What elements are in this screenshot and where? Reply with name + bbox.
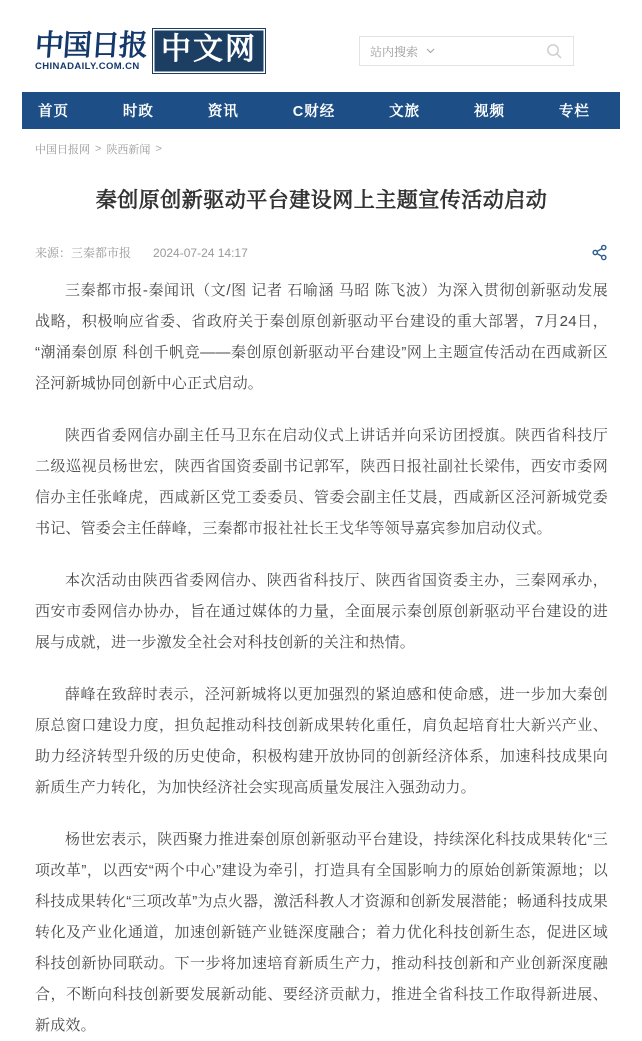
breadcrumb: [35, 141, 607, 157]
nav-item-culture-travel[interactable]: 文旅: [389, 104, 421, 120]
chevron-down-icon[interactable]: [426, 48, 435, 54]
logo-masthead-block: [35, 30, 147, 72]
site-search[interactable]: [359, 36, 574, 66]
nav-item-column[interactable]: 专栏: [558, 104, 590, 120]
article-meta: [35, 244, 608, 261]
article-paragraph: 薛峰在致辞时表示，泾河新城将以更加强烈的紧迫感和使命感，进一步加大秦创原总窗口建设力度，担负起推动科技创新成果转化重任，肩负起培育壮大新兴产业、助力经济转型升级的历史使命，积极构建开放协同的创新经济体系，加速科技成果向新质生产力转化，为加快经济社会实现高质量发展注入强劲动力。: [35, 686, 608, 796]
source-label: 来源：: [35, 246, 72, 260]
nav-item-news[interactable]: 资讯: [207, 104, 239, 120]
source-value: 三秦都市报: [71, 246, 132, 260]
logo-masthead-text: 中国日报: [33, 28, 149, 62]
nav-item-home[interactable]: 首页: [38, 104, 69, 120]
breadcrumb-item-shaanxi-news[interactable]: 陕西新闻: [106, 144, 151, 156]
article-paragraph: 杨世宏表示，陕西聚力推进秦创原创新驱动平台建设，持续深化科技成果转化“三项改革”，以西安“两个中心”建设为牵引，打造具有全国影响力的原始创新策源地；以科技成果转化“三项改革”为点火器，激活科教人才资源和创新发展潜能；畅通科技成果转化及产业化通道，加速创新链产业链深度融合；着力优化科技创新生态，促进区域科技创新协同联动。下一步将加速培育新质生产力，推动科技创新和产业创新深度融合，不断向科技创新要发展新动能、要经济贡献力，推进全省科技工作取得新进展、新成效。: [35, 831, 608, 1034]
breadcrumb-separator: >: [95, 143, 102, 155]
logo-domain-text: CHINADAILY.COM.CN: [35, 61, 140, 72]
article-source: [35, 244, 131, 261]
site-logo[interactable]: [35, 28, 266, 74]
nav-item-politics[interactable]: 时政: [122, 104, 154, 120]
breadcrumb-separator: >: [155, 143, 162, 155]
article-paragraph: 陕西省委网信办副主任马卫东在启动仪式上讲话并向采访团授旗。陕西省科技厅二级巡视员杨世宏，陕西省国资委副书记郭军，陕西日报社副社长梁伟，西安市委网信办主任张峰虎，西咸新区党工委委员、管委会副主任艾晨，西咸新区泾河新城党委书记、管委会主任薛峰，三秦都市报社社长王戈华等领导嘉宾参加启动仪式。: [35, 427, 608, 537]
site-header: [0, 0, 642, 88]
nav-item-finance[interactable]: C财经: [292, 104, 336, 120]
breadcrumb-item-chinadaily[interactable]: 中国日报网: [35, 144, 90, 156]
search-placeholder: 站内搜索: [370, 44, 419, 59]
main-nav: [22, 92, 620, 129]
nav-item-video[interactable]: 视频: [474, 104, 506, 120]
article-datetime: 2024-07-24 14:17: [153, 245, 248, 260]
page-title: 秦创原创新驱动平台建设网上主题宣传活动启动: [95, 189, 548, 212]
search-icon[interactable]: [546, 43, 563, 60]
article: [35, 184, 608, 1041]
article-body: [35, 275, 608, 1041]
share-icon[interactable]: [591, 244, 608, 261]
logo-site-name: 中文网: [152, 28, 266, 74]
article-paragraph: 本次活动由陕西省委网信办、陕西省科技厅、陕西省国资委主办，三秦网承办，西安市委网信办协办，旨在通过媒体的力量，全面展示秦创原创新驱动平台建设的进展与成就，进一步激发全社会对科技创新的关注和热情。: [35, 572, 608, 651]
article-paragraph: 三秦都市报-秦闻讯（文/图 记者 石喻涵 马昭 陈飞波）为深入贯彻创新驱动发展战略，积极响应省委、省政府关于秦创原创新驱动平台建设的重大部署，7月24日，“潮涌秦创原 科创千帆竞——秦创原创新驱动平台建设”网上主题宣传活动在西咸新区泾河新城协同创新中心正式启动。: [35, 282, 608, 392]
